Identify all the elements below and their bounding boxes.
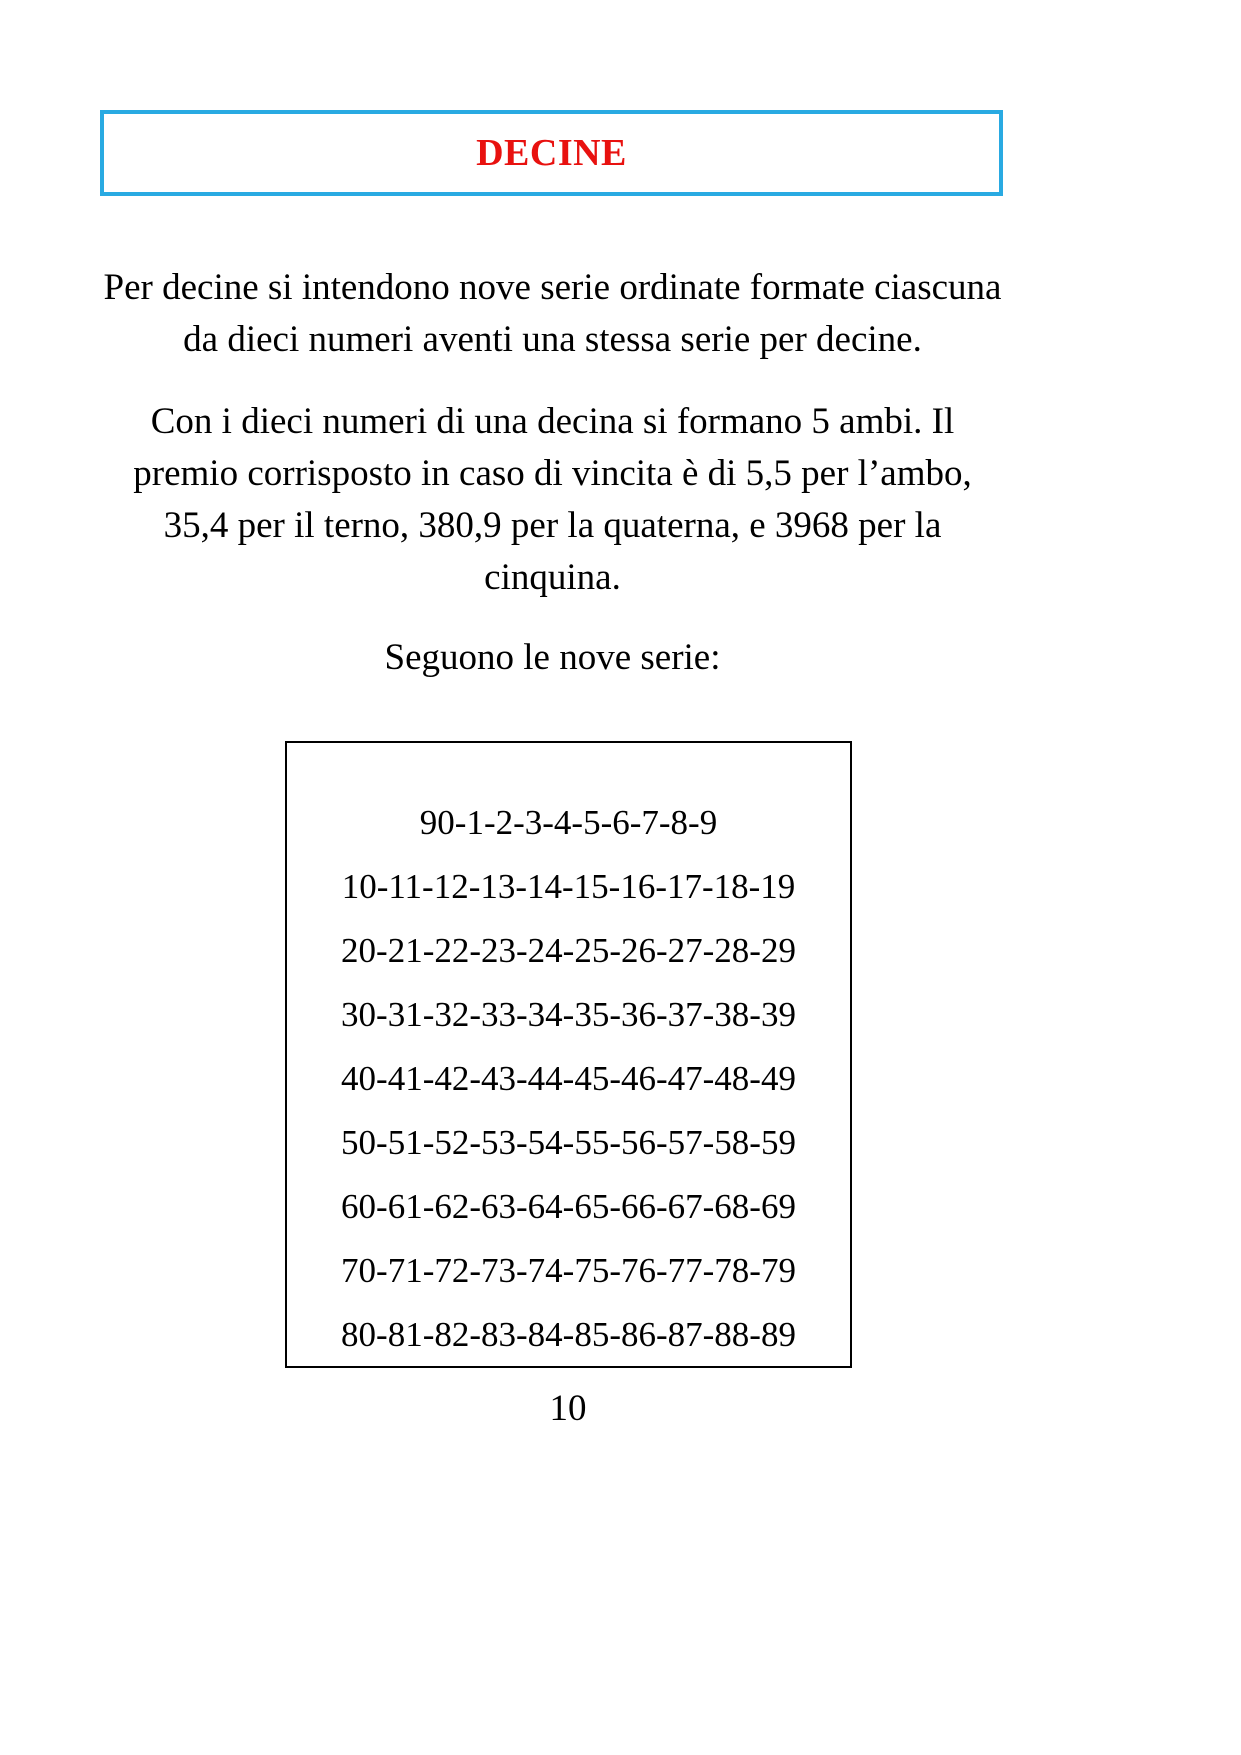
table-row: 20-21-22-23-24-25-26-27-28-29 bbox=[341, 931, 796, 970]
table-row: 70-71-72-73-74-75-76-77-78-79 bbox=[341, 1251, 796, 1290]
body-text bbox=[100, 262, 1005, 684]
table-row: 50-51-52-53-54-55-56-57-58-59 bbox=[341, 1123, 796, 1162]
table-row: 80-81-82-83-84-85-86-87-88-89 bbox=[341, 1315, 796, 1354]
title-banner bbox=[100, 110, 1003, 196]
table-row: 10-11-12-13-14-15-16-17-18-19 bbox=[341, 867, 796, 906]
table-row: 90-1-2-3-4-5-6-7-8-9 bbox=[419, 803, 718, 842]
table-row: 30-31-32-33-34-35-36-37-38-39 bbox=[341, 995, 796, 1034]
page-number: 10 bbox=[549, 1388, 587, 1429]
series-table-body bbox=[287, 805, 850, 1352]
paragraph-definition: Per decine si intendono nove serie ordinate formate ciascuna da dieci numeri aventi una stessa serie per decine. bbox=[103, 267, 1002, 360]
table-row: 40-41-42-43-44-45-46-47-48-49 bbox=[341, 1059, 796, 1098]
table-row: 60-61-62-63-64-65-66-67-68-69 bbox=[341, 1187, 796, 1226]
series-table bbox=[285, 741, 852, 1368]
paragraph-prizes: Con i dieci numeri di una decina si formano 5 ambi. Il premio corrisposto in caso di vincita è di 5,5 per l’ambo, 35,4 per il terno, 380,9 per la quaterna, e 3968 per la cinquina. bbox=[133, 401, 972, 598]
page-title: DECINE bbox=[476, 132, 627, 174]
paragraph-intro-series: Seguono le nove serie: bbox=[384, 637, 721, 678]
